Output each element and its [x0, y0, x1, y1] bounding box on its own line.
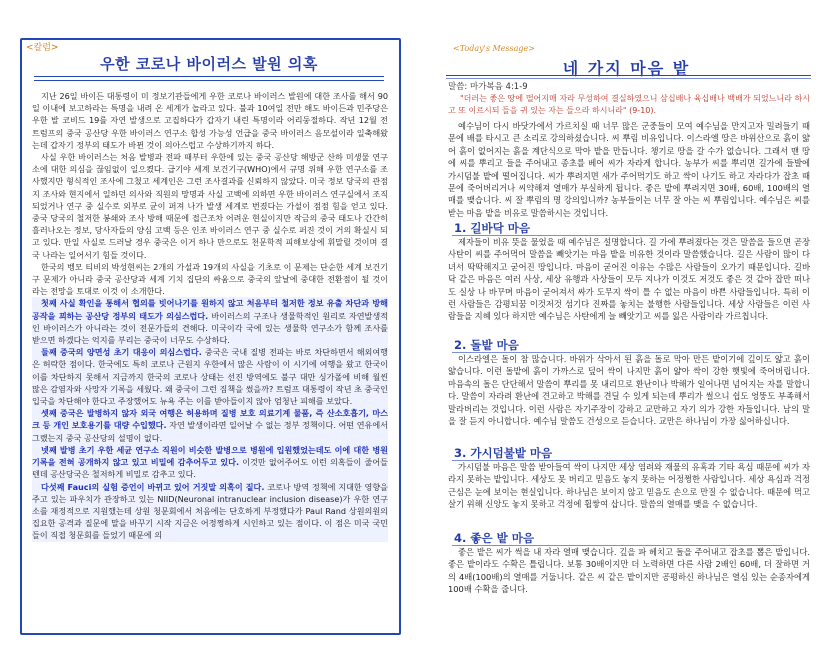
- column-paragraph-fourth-point: 넷째 발병 초기 우한 세균 연구소 직원이 비슷한 발병으로 병원에 입원했었는데도 이에 대한 병원기록을 전혀 공개하지 않고 있고 비밀에 감추어두고 있다. 이것만 없어주어도 이런 의혹들이 줄어들 텐데 공산당국은 철저하게 비밀로 감추고 있다.: [32, 444, 388, 480]
- section-heading-3: 3. 가시덤불밭 마음: [454, 446, 553, 460]
- title-underline-top: [34, 76, 384, 77]
- column-tag: <칼럼>: [26, 43, 59, 53]
- right-page: [418, 0, 835, 645]
- title-underline-top: [446, 75, 811, 76]
- column-paragraph-third-point: 셋째 중국은 발병하지 않자 외국 여행은 허용하며 질병 보호 의료기계 물품, 즉 산소호흡기, 마스크 등 개인 보호용기를 대량 수입했다. 자연 발생이라면 일어날 수 없는 정부 정책이다. 어떤 연유에서 그랬는지 중국 공산당의 설명이 없다.: [32, 408, 388, 443]
- message-title: 네 가지 마음 밭: [562, 59, 691, 78]
- section-heading-1: 1. 길바닥 마음: [454, 221, 530, 235]
- section-text-3: 가시덤불 마음은 말씀 받아들여 싹이 나지만 세상 염려와 재물의 유혹과 기타 욕심 때문에 씨가 자라지 못하는 밭입니다. 세상도 못 버리고 믿음도 놓지 못하는 어정쩡한 사람입니다. 세상 욕심과 걱정 근심은 눈에 보이는 현실입니다. 하나님은 보이지 않고 믿음도 손으로 만질 수 없습니다. 때문에 먹고 살기 위해 신앙도 놓지 못하고 걱정에 휩쌓여 삽니다. 말씀의 열매를 맺을 수 없습니다.: [448, 462, 810, 510]
- column-title: 우한 코로나 바이러스 발원 의혹: [100, 55, 318, 73]
- section-heading-4: 4. 좋은 밭 마음: [454, 531, 534, 545]
- section-text-1: 제자들이 비유 뜻을 물었을 때 예수님은 설명합니다. 길 가에 뿌려졌다는 것은 말씀을 들으면 곧장 사탄이 씨를 주어먹어 말씀을 빼앗기는 마음 밭을 비유한 것이라 말씀했습니다. 길은 사람이 많이 다녀서 딱딱해지고 굳어진 땅입니다. 마음이 굳어진 이유는 수많은 사람들이 오가기 때문입니다. 길바닥 같은 마음은 여러 사상, 세상 유행과 사상들이 모두 지나가 이것도 저것도 좋은 것 같아 잡만 떠나도 실상 나 바꾸며 마음이 굳어져서 싸가 도무지 싹이 틀 수 없는 마음이 바쁜 사람들입니다. 특히 이런 사람들은 감평되꿈 이것저것 섬기다 진짜를 놓치는 불행한 사람들입니다. 세상 사람들은 이런 사람들을 지혜 있다 하지만 예수님은 사탄에게 늘 빼앗기고 씨를 잃은 사람이라 가르칩니다.: [448, 237, 810, 322]
- title-underline-bottom: [34, 80, 384, 81]
- column-paragraph: 지난 26일 바이든 대통령이 미 정보기관들에게 우한 코로나 바이러스 발원에 대한 조사를 해서 90일 이내에 보고하라는 특명을 내려 온 세계가 놀라고 있다. 불과 10여일 전만 해도 바이든과 민주당은 우한 발 코비드 19를 자연 발생으로 고집하다가 갑자기 내린 특명이라 어리둥절하다. 작년 12월 전 트럼프의 중국 공산당 우한 바이러스 연구소 합성 가능성 언급을 중국 바이러스 음모설이라 일축해왔는데 갑자기 정부의 태도가 바뀐 것이 의아스럽고 수상하기까지 하다.: [32, 91, 388, 150]
- scripture-quote: "더러는 좋은 땅에 떨어지매 자라 무성하여 결실하였으니 삼십배나 육십배나 백배가 되었느니라 하시고 또 이르시되 들을 귀 있는 자는 들으라 하시니라" (9-10).: [448, 94, 810, 115]
- section-text-4: 좋은 밭은 씨가 썩을 내 자라 열매 맺습니다. 깊을 파 헤치고 돌을 주어내고 잡초를 뽑은 밭입니다. 좋은 밭이라도 수확은 틀립니다. 보통 30배이지만 더 노력하면 다른 사람 2배인 60배, 더 잘하면 거의 4배(100배)의 열매를 거둡니다. 같은 씨 같은 밭이지만 공평하신 하나님은 열심 있는 순종자에게 100배 수확을 줍니다.: [448, 547, 810, 595]
- column-paragraph-second-point: 둘째 중국의 양면성 초기 대응이 의심스럽다. 중국은 국내 질병 전파는 바로 차단하면서 해외여행은 허락한 점이다. 한국에도 특히 코로나 근원지 우한에서 많은 사람이 이 시기에 여행을 왔고 한국이 이를 차단하지 못해서 지금까지 한국의 코로나 상태는 선진 방역에도 불구 대만 싱가폴에 비해 월씬 많은 감염자와 사망자 기록을 세웠다. 왜 중국이 그런 짐책을 썼을까? 트럼프 대통령이 작년 초 중국인 입국을 차단해야 한다고 주장했어도 뉴욕 주는 이를 받아들이지 않아 엄청난 피해를 보았다.: [32, 347, 388, 407]
- column-paragraph: 사실 우한 바이러스는 처음 발병과 전파 때부터 우한에 있는 중국 공산당 해방군 산하 미생물 연구소에 대한 의심을 끊임없이 일으켰다. 급기야 세계 보건기구(WHO)에서 규명 위해 우한 연구소를 조사했지만 형식적인 조사에 그쳤고 세계인은 그런 조사결과를 신뢰하지 않았다. 미국 정보 당국의 관점지 조사와 현지에서 일하던 의사와 직원의 망명과 사실 고백에 의하면 우한 바이러스 연구실에서 조직되었거나 연구 중 실수로 외부로 균이 퍼져 나가 발생 세계로 번졌다는 가설이 점점 힘을 얻고 있다. 중국 당국의 철저한 봉쇄와 조사 방해 때문에 접근조차 어려운 현실이지만 작금의 중국 태도나 간간히 흘러나오는 정보, 당사자들의 양심 고백 등은 인조 바이러스 연구 중 실수로 퍼진 것이 거의 확실시 되고 있다. 만일 사실로 드러날 경우 중국은 이거 하나 만으로도 천문학적 피해보상에 휘말릴 것이며 결국 나라는 일어서기 힘들 것이다.: [32, 152, 388, 260]
- section-heading-2: 2. 돌밭 마음: [454, 338, 519, 352]
- message-tag: <Today's Message>: [453, 44, 535, 53]
- message-intro: 예수님이 다시 바닷가에서 가르치실 때 너무 많은 군중들이 모여 예수님을 만지고자 밀려들기 때문에 배를 타시고 큰 소리로 강의하셨습니다. 씨 뿌림 비유입니다. 이스라엘 땅은 바위산으로 흙이 얇어 흙이 없어지는 흙을 계단식으로 막아 밭을 만듭니다. 챙기로 땅을 갈 수가 없습니다. 그래서 맨 땅에 씨를 뿌리고 들을 주어내고 종초를 베어 씨가 자라게 합니다. 농부가 씨를 뿌리면 길가에 들발에 가시덤불 밭에 떨어집니다. 씨가 뿌려지면 새가 주어먹기도 하고 싹이 나기도 하고 자라다가 잡초 때문에 죽어버리거나 씨약해져 열매가 부실하게 됩니다. 좋은 밭에 뿌려지면 30배, 60배, 100배의 열매를 맺습니다. 씨 잘 뿌림의 명 강의입니까? 농부들이는 너무 잘 아는 씨 뿌림입니다. 예수님은 씨를 받는 마음 밭을 비유로 말씀하시는 것입니다.: [448, 121, 810, 218]
- title-underline-bottom: [446, 78, 811, 79]
- column-body: [32, 90, 388, 630]
- scripture-reference: 말씀: 마가복음 4:1-9: [448, 82, 528, 92]
- column-paragraph-fifth-point: 다섯째 Fauci의 실험 증언이 바뀌고 있어 거짓말 의혹이 짙다. 코로나 방역 정책에 지대한 영향을 주고 있는 파우치가 관장하고 있는 NIID(Neuronal intranuclear inclusion disease)가 우한 연구소를 재정적으로 지원했는데 상원 청문회에서 처음에는 단호하게 부정했다가 Paul Rand 상원의원의 집요한 공격과 질문에 말을 바꾸기 시작 지금은 어정쩡하게 시인하고 있는 점이다. 이 점은 미국 국민들이 직접 청문회를 들었기 때문에 의: [32, 481, 388, 541]
- column-paragraph: 한국의 벵모 티비의 박성현씨는 2개의 가설과 19개의 사실을 기초로 이 문제는 단순한 세계 보건기구 문제가 아니라 중국 공산당과 세계 기치 집단의 싸움으로 중국의 앞날에 중대한 전환점이 될 것이라는 전망을 토대로 이것 이 소개한다.: [32, 261, 388, 297]
- column-paragraph-first-point: 첫째 사실 확인을 통해서 협의를 빗어나기를 원하지 않고 처음부터 철저한 정보 유출 차단과 방해 공작을 꾀하는 공산당 정부의 태도가 의심스럽다. 바이러스의 구조나 생물학적인 원리로 자연발생적인 바이러스가 아니라는 것이 전문가들의 견해다. 미국이각 국에 있는 생물학 연구소가 함께 조사를 받으면 하겠다는 억지를 부리는 중국이 너무도 수상하다.: [32, 298, 388, 346]
- section-text-2: 이스라엘은 돌이 참 많습니다. 바위가 삭아서 된 흙을 돌로 막아 만든 밭이기에 깊이도 얇고 흙이 얇습니다. 이런 돌밭에 흙이 가까스로 덮어 싹이 나지만 흙이 얇아 싹이 강한 햇빛에 죽어버립니다. 마음속의 돌은 단단해서 말씀이 뿌리를 못 내리므로 환난이나 박해가 일어나면 넘어지는 자를 말합니다. 말씀이 자라려 환난에 견고하고 박해를 견딜 수 있게 되는데 뿌리가 썰으니 쉽도 엉뚱도 부족해서 말라버리는 것입니다. 이런 사람은 자기주장이 강하고 교만하고 자기 의가 강한 자들입니다. 남의 말을 잘 듣지 아니합니다. 예수님 말씀도 건성으로 듣습니다. 교만은 하나님이 가장 싫어하십니다.: [448, 354, 810, 427]
